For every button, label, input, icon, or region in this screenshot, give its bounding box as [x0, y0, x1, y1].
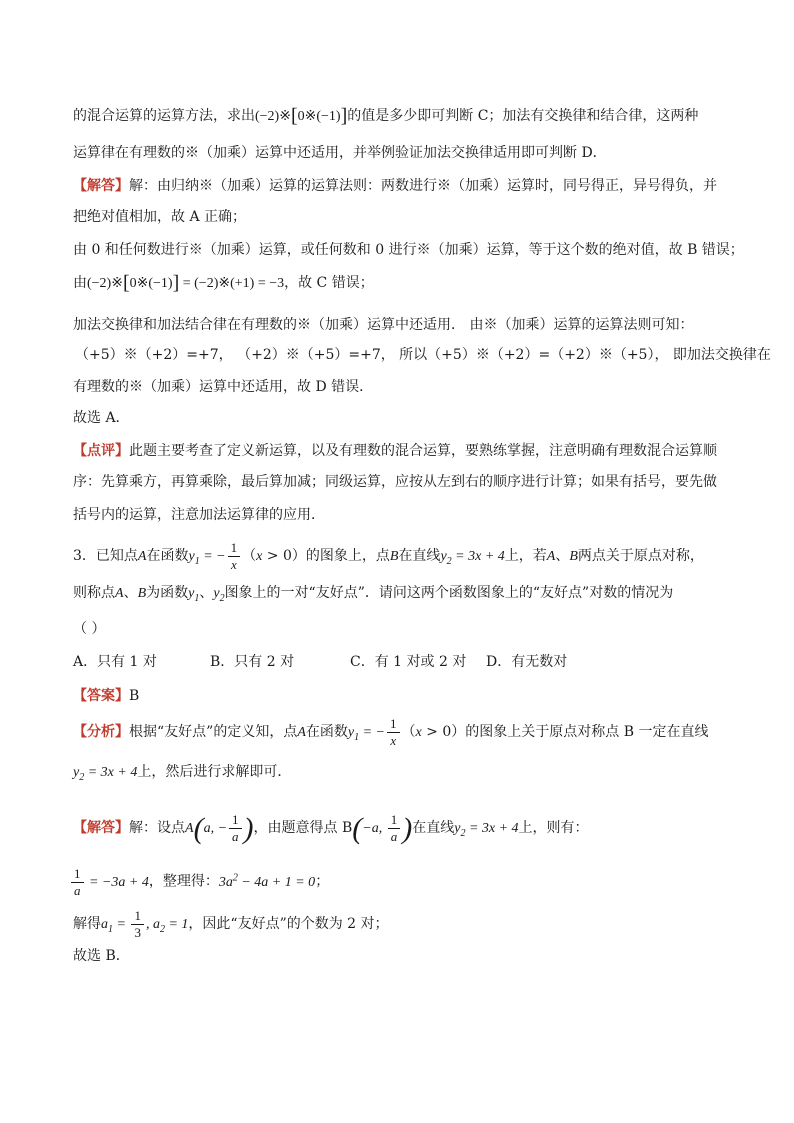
- math-expression: $y_2 = 3x + 4$: [73, 765, 138, 783]
- paragraph-line: 故选 A．: [73, 410, 130, 426]
- math-expression: $3a^2 - 4a + 1 = 0$: [218, 872, 316, 890]
- analysis-line: $y_2 = 3x + 4$上，然后进行求解即可．: [73, 764, 292, 783]
- solution-line: 【解答】解：设点A(a, − $\frac{1}{a}$ )，由题意得点 B(−a, $\frac{1}{a}$ )在直线$y_2 = 3x + 4$上，则有：: [73, 811, 589, 845]
- section-tag: 【解答】: [73, 178, 129, 194]
- option-a: A．只有 1 对: [73, 654, 157, 670]
- math-expression: (−2)※[0※(−1)] = (−2)※(+1) = −3: [87, 272, 285, 294]
- paragraph-line: 把绝对值相加，故 A 正确；: [73, 209, 247, 225]
- paragraph-line: 的混合运算的运算方法，求出(−2)※[0※(−1)]的值是多少即可判断 C；加法有交换律和结合律，这两种: [73, 105, 699, 127]
- math-expression: $y_1$ = − $\frac{1}{x}$: [348, 725, 402, 740]
- math-expression: (−a, $\frac{1}{a}$ ): [352, 811, 413, 845]
- math-expression: $y_2 = 3x + 4$: [454, 821, 519, 839]
- math-expression: $y_2 = 3x + 4$: [440, 549, 505, 567]
- paragraph-line: 【点评】此题主要考查了定义新运算，以及有理数的混合运算，要熟练掌握，注意明确有理数混合运算顺: [73, 443, 717, 459]
- math-expression: $a_1$ = $\frac{1}{3}$ , $a_2 = 1$: [101, 908, 189, 941]
- answer-blank: （ ）: [73, 621, 106, 637]
- solution-line: 解得$a_1$ = $\frac{1}{3}$ , $a_2 = 1$，因此“友好点”的个数为 2 对；: [73, 908, 389, 941]
- math-expression: $y_1$ = − $\frac{1}{x}$: [188, 549, 242, 564]
- solution-line: $\frac{1}{a}$ = −3a + 4，整理得：$3a^2 - 4a + 1 = 0$；: [71, 858, 734, 903]
- section-tag: 【答案】: [73, 688, 129, 704]
- paragraph-line: 有理数的※（加乘）运算中还适用，故 D 错误．: [73, 379, 374, 395]
- paragraph-line: 加法交换律和加法结合律在有理数的※（加乘）运算中还适用． 由※（加乘）运算的运算法则可知：: [73, 317, 694, 333]
- paragraph-line: 由 0 和任何数进行※（加乘）运算，或任何数和 0 进行※（加乘）运算，等于这个数的绝对值，故 B 错误；: [73, 242, 744, 258]
- option-c: C．有 1 对或 2 对: [350, 654, 467, 670]
- paragraph-line: 序：先算乘方，再算乘除，最后算加减；同级运算，应按从左到右的顺序进行计算；如果有括号，要先做: [73, 474, 717, 490]
- paragraph-line: 由(−2)※[0※(−1)] = (−2)※(+1) = −3，故 C 错误；: [73, 272, 374, 294]
- question-line: 则称点A、B为函数$y_1$、$y_2$图象上的一对“友好点”．请问这两个函数图象上的“友好点”对数的情况为: [73, 585, 674, 604]
- answer-line: 【答案】B: [73, 688, 140, 704]
- math-expression: $\frac{1}{a}$ = −3a + 4: [71, 875, 149, 890]
- paragraph-line: 【解答】解：由归纳※（加乘）运算的运算法则：两数进行※（加乘）运算时，同号得正，异号得负，并: [73, 178, 717, 194]
- math-expression: A(a, − $\frac{1}{a}$ ): [185, 811, 254, 845]
- paragraph-line: 括号内的运算，注意加法运算律的应用．: [73, 507, 325, 523]
- option-b: B．只有 2 对: [210, 654, 295, 670]
- paragraph-line: （+5）※（+2）=+7， （+2）※（+5）=+7， 所以（+5）※（+2）=（+2）※（+5）， 即加法交换律在: [75, 347, 771, 363]
- section-tag: 【解答】: [73, 820, 129, 836]
- paragraph-line: 运算律在有理数的※（加乘）运算中还适用，并举例验证加法交换律适用即可判断 D．: [73, 145, 607, 161]
- options-row: [73, 652, 734, 672]
- analysis-line: 【分析】根据“友好点”的定义知，点A在函数$y_1$ = − $\frac{1}{x}$ （x > 0）的图象上关于原点对称点 B 一定在直线: [73, 716, 709, 749]
- final-answer: 故选 B．: [73, 948, 130, 964]
- question-line: 3．已知点A在函数$y_1$ = − $\frac{1}{x}$ （x > 0）的图象上，点B在直线$y_2 = 3x + 4$上，若A、B两点关于原点对称，: [73, 540, 704, 573]
- section-tag: 【点评】: [73, 443, 129, 459]
- section-tag: 【分析】: [73, 724, 129, 740]
- math-expression: (−2)※[0※(−1)]: [255, 105, 348, 127]
- option-d: D．有无数对: [486, 654, 568, 670]
